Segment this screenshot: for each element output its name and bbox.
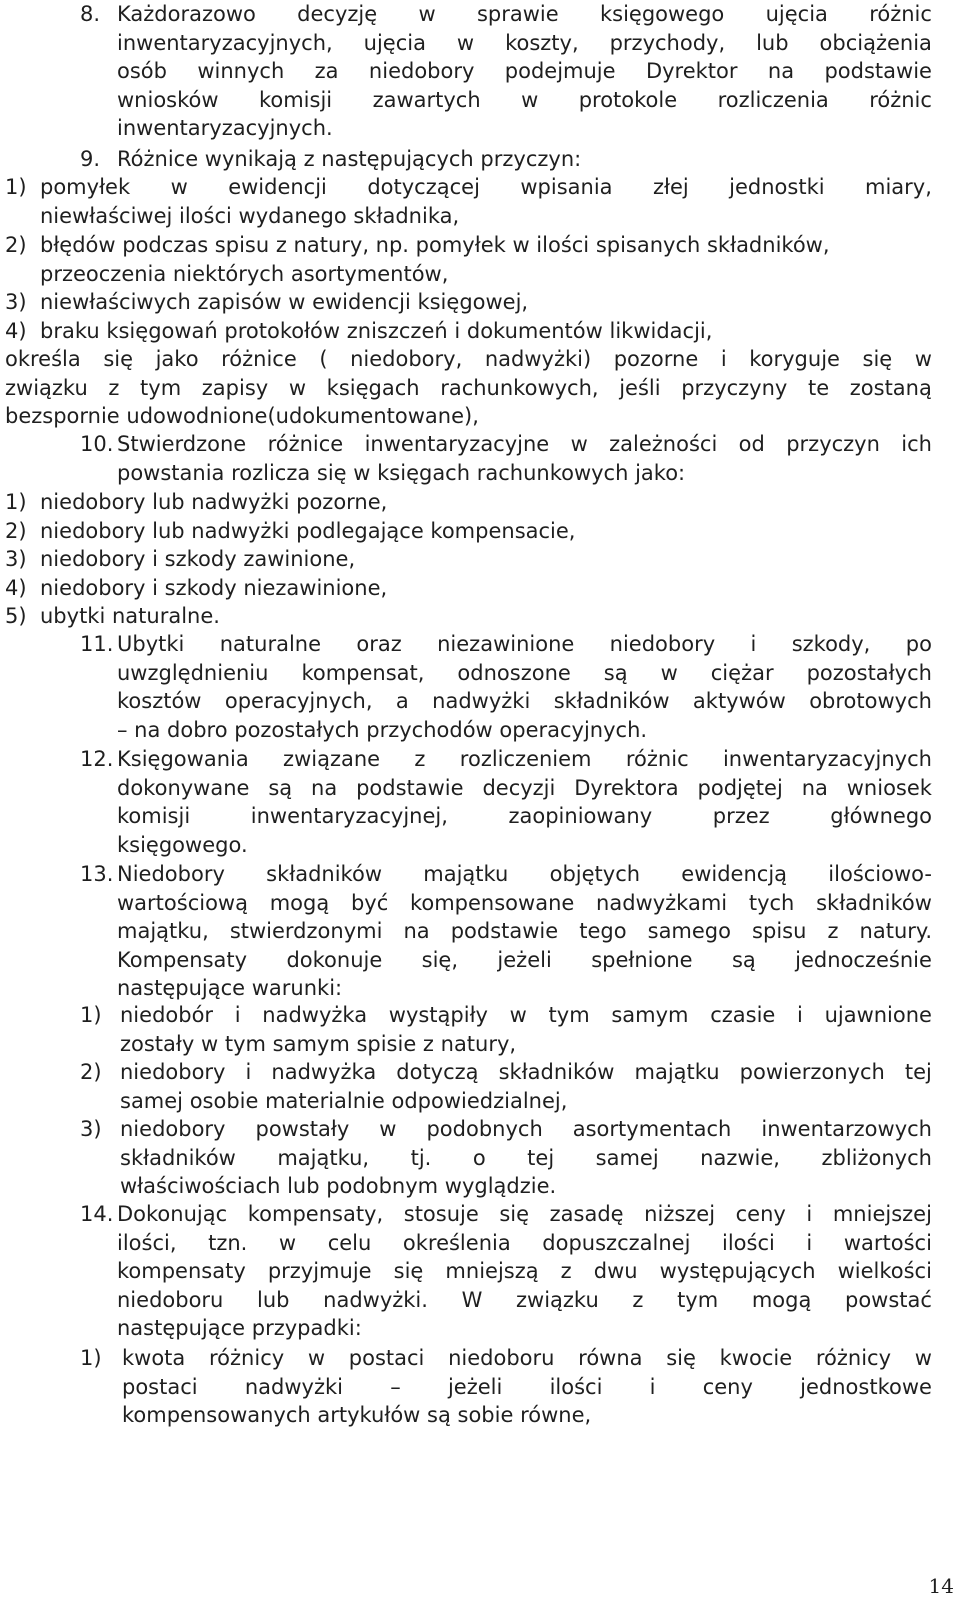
paragraph-number: 1) — [80, 1003, 102, 1027]
text-line: następujące przypadki: — [117, 1316, 362, 1340]
text-line: majątku, stwierdzonymi na podstawie tego samego spisu z natury. — [117, 919, 932, 943]
text-line: niedobory i szkody zawinione, — [40, 547, 356, 571]
text-line: właściwościach lub podobnym wyglądzie. — [120, 1174, 557, 1198]
text-line: ubytki naturalne. — [40, 604, 220, 628]
text-line: zostały w tym samym spisie z natury, — [120, 1032, 517, 1056]
text-line: błędów podczas spisu z natury, np. pomyłek w ilości spisanych składników, — [40, 233, 830, 257]
paragraph-number: 4) — [5, 319, 27, 343]
text-line: samej osobie materialnie odpowiedzialnej, — [120, 1089, 568, 1113]
text-line: niedobór i nadwyżka wystąpiły w tym samym czasie i ujawnione — [120, 1003, 932, 1027]
text-line: komisji inwentaryzacyjnej, zaopiniowany przez głównego — [117, 804, 932, 828]
text-line: inwentaryzacyjnych. — [117, 116, 333, 140]
text-line: – na dobro pozostałych przychodów operacyjnych. — [117, 718, 648, 742]
text-line: niedobory lub nadwyżki podlegające kompensacie, — [40, 519, 576, 543]
text-line: braku księgowań protokołów zniszczeń i dokumentów likwidacji, — [40, 319, 713, 343]
text-line: niedobory lub nadwyżki pozorne, — [40, 490, 388, 514]
text-line: pomyłek w ewidencji dotyczącej wpisania złej jednostki miary, — [40, 175, 932, 199]
paragraph-number: 1) — [80, 1346, 102, 1370]
text-line: następujące warunki: — [117, 976, 343, 1000]
paragraph-number: 5) — [5, 604, 27, 628]
text-line: Stwierdzone różnice inwentaryzacyjne w zależności od przyczyn ich — [117, 432, 932, 456]
page-number: 14 — [928, 1574, 954, 1598]
text-line: Niedobory składników majątku objętych ewidencją ilościowo- — [117, 862, 932, 886]
text-line: kosztów operacyjnych, a nadwyżki składników aktywów obrotowych — [117, 689, 932, 713]
paragraph-number: 3) — [5, 290, 27, 314]
text-line: kompensaty przyjmuje się mniejszą z dwu występujących wielkości — [117, 1259, 932, 1283]
paragraph-number: 14. — [80, 1202, 114, 1226]
paragraph-number: 13. — [80, 862, 114, 886]
text-line: inwentaryzacyjnych, ujęcia w koszty, przychody, lub obciążenia — [117, 31, 932, 55]
paragraph-number: 2) — [5, 519, 27, 543]
text-line: niedobory i nadwyżka dotyczą składników majątku powierzonych tej — [120, 1060, 932, 1084]
text-line: Dokonując kompensaty, stosuje się zasadę niższej ceny i mniejszej — [117, 1202, 932, 1226]
text-line: Różnice wynikają z następujących przyczyn: — [117, 147, 582, 171]
text-line: Księgowania związane z rozliczeniem różnic inwentaryzacyjnych — [117, 747, 932, 771]
paragraph-number: 3) — [5, 547, 27, 571]
paragraph-number: 1) — [5, 490, 27, 514]
text-line: niedobory i szkody niezawinione, — [40, 576, 388, 600]
text-line: związku z tym zapisy w księgach rachunkowych, jeśli przyczyny te zostaną — [5, 376, 932, 400]
text-line: księgowego. — [117, 833, 248, 857]
paragraph-number: 3) — [80, 1117, 102, 1141]
paragraph-number: 11. — [80, 632, 114, 656]
text-line: Każdorazowo decyzję w sprawie księgowego ujęcia różnic — [117, 2, 932, 26]
paragraph-number: 4) — [5, 576, 27, 600]
text-line: określa się jako różnice ( niedobory, nadwyżki) pozorne i koryguje się w — [5, 347, 932, 371]
text-line: ilości, tzn. w celu określenia dopuszczalnej ilości i wartości — [117, 1231, 932, 1255]
text-line: wniosków komisji zawartych w protokole rozliczenia różnic — [117, 88, 932, 112]
text-line: postaci nadwyżki – jeżeli ilości i ceny jednostkowe — [122, 1375, 932, 1399]
paragraph-number: 2) — [5, 233, 27, 257]
text-line: dokonywane są na podstawie decyzji Dyrektora podjętej na wniosek — [117, 776, 932, 800]
text-line: powstania rozlicza się w księgach rachunkowych jako: — [117, 461, 686, 485]
text-line: przeoczenia niektórych asortymentów, — [40, 262, 449, 286]
text-line: niewłaściwej ilości wydanego składnika, — [40, 204, 460, 228]
paragraph-number: 2) — [80, 1060, 102, 1084]
text-line: kwota różnicy w postaci niedoboru równa się kwocie różnicy w — [122, 1346, 932, 1370]
text-line: bezspornie udowodnione(udokumentowane), — [5, 404, 479, 428]
paragraph-number: 12. — [80, 747, 114, 771]
text-line: wartościową mogą być kompensowane nadwyżkami tych składników — [117, 891, 932, 915]
paragraph-number: 9. — [80, 147, 101, 171]
text-line: uwzględnieniu kompensat, odnoszone są w ciężar pozostałych — [117, 661, 932, 685]
text-line: składników majątku, tj. o tej samej nazwie, zbliżonych — [120, 1146, 932, 1170]
text-line: osób winnych za niedobory podejmuje Dyrektor na podstawie — [117, 59, 932, 83]
text-line: kompensowanych artykułów są sobie równe, — [122, 1403, 592, 1427]
paragraph-number: 10. — [80, 432, 114, 456]
text-line: Ubytki naturalne oraz niezawinione niedobory i szkody, po — [117, 632, 932, 656]
text-line: Kompensaty dokonuje się, jeżeli spełnione są jednocześnie — [117, 948, 932, 972]
text-line: niedoboru lub nadwyżki. W związku z tym mogą powstać — [117, 1288, 932, 1312]
text-line: niewłaściwych zapisów w ewidencji księgowej, — [40, 290, 529, 314]
text-line: niedobory powstały w podobnych asortymentach inwentarzowych — [120, 1117, 932, 1141]
paragraph-number: 8. — [80, 2, 101, 26]
paragraph-number: 1) — [5, 175, 27, 199]
